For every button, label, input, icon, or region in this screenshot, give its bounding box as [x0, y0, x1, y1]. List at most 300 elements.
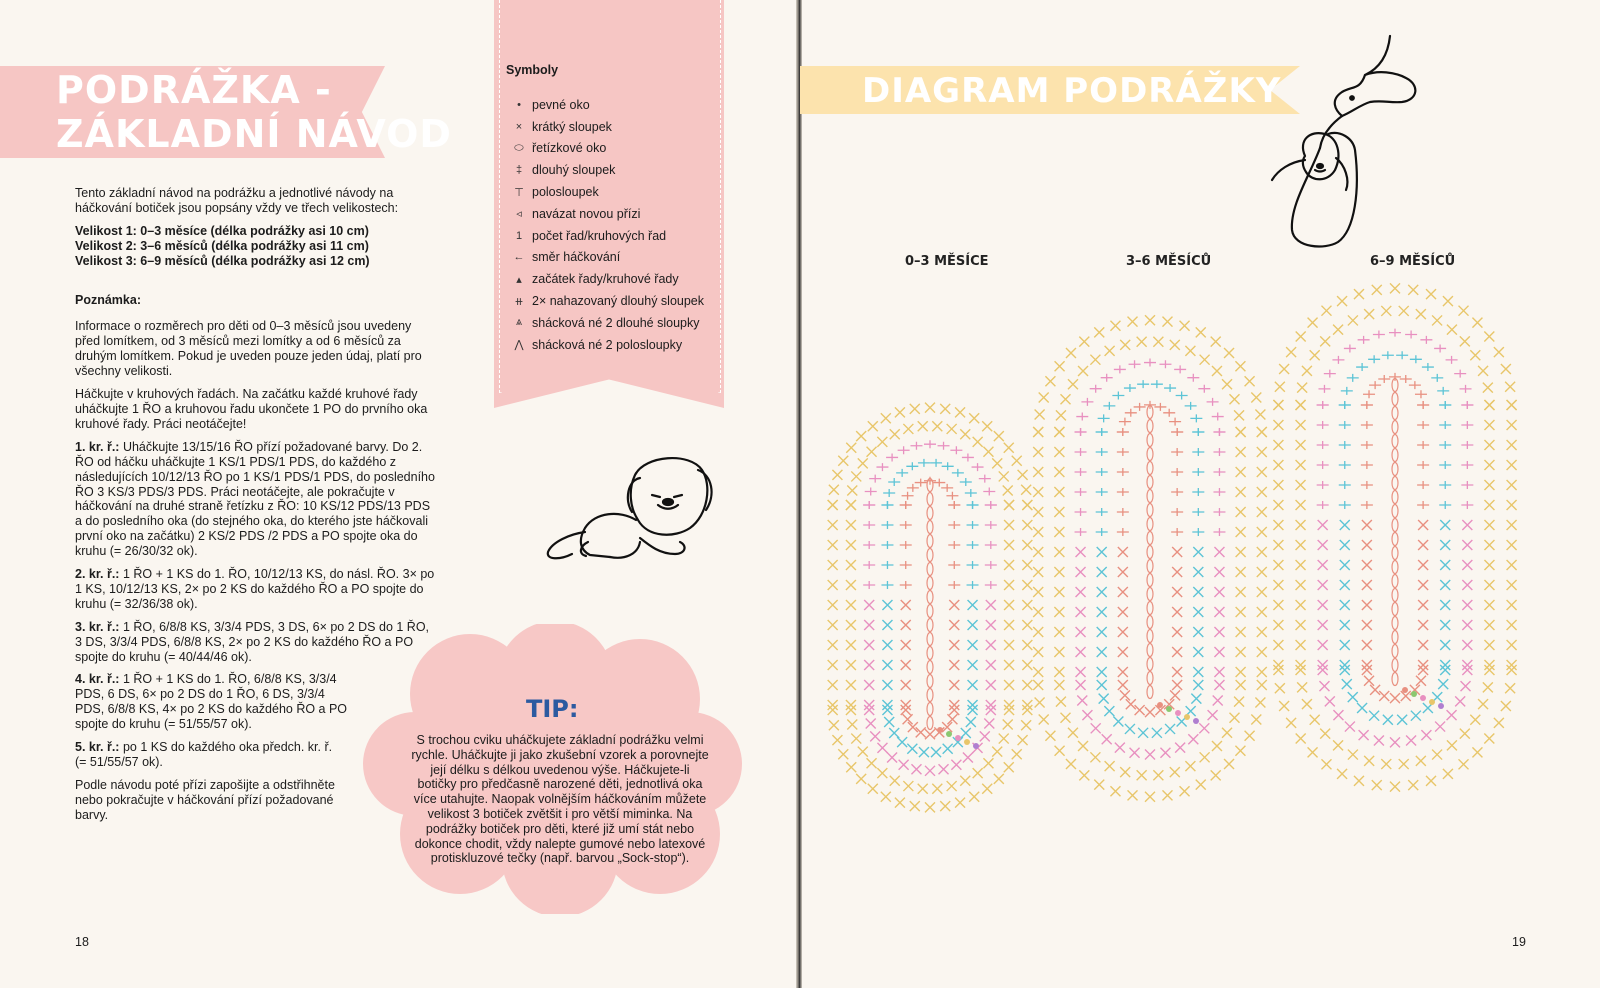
- stitch-mark: [1213, 695, 1223, 705]
- stitch-mark: [1426, 289, 1436, 299]
- stitch-mark: [968, 640, 978, 650]
- stitch-mark: [1257, 467, 1267, 477]
- stitch-mark: [1061, 394, 1071, 404]
- stitch-mark: [969, 413, 979, 423]
- stitch-mark: [1286, 718, 1296, 728]
- stitch-mark: [955, 798, 965, 808]
- stitch-mark: [1075, 508, 1087, 516]
- chain-stitch: [1392, 407, 1398, 420]
- stitch-mark: [1255, 410, 1265, 420]
- stitch-mark: [890, 776, 900, 786]
- round-1: [75, 440, 435, 559]
- stitch-mark: [1460, 336, 1470, 346]
- stitch-mark: [1296, 500, 1306, 510]
- stitch-mark: [1459, 306, 1469, 316]
- stitch-mark: [881, 541, 893, 549]
- stitch-mark: [1079, 770, 1089, 780]
- stitch-mark: [985, 501, 997, 509]
- stitch-mark: [864, 620, 874, 630]
- stitch-mark: [1472, 747, 1482, 757]
- stitch-mark: [1075, 468, 1087, 476]
- stitch-mark: [1125, 409, 1137, 417]
- stitch-mark: [881, 561, 893, 569]
- stitch-mark: [1171, 528, 1183, 536]
- chain-stitch: [1392, 631, 1398, 644]
- stitch-mark: [1211, 770, 1221, 780]
- row-marker-dot: [973, 743, 979, 749]
- stitch-mark: [1435, 722, 1445, 732]
- stitch-mark: [1406, 736, 1416, 746]
- stitch-mark: [973, 437, 983, 447]
- stitch-mark: [1192, 468, 1204, 476]
- stitch-mark: [1399, 306, 1409, 316]
- stitch-mark: [1120, 690, 1130, 700]
- stitch-mark: [1484, 665, 1494, 675]
- stitch-mark: [986, 660, 996, 670]
- stitch-mark: [1076, 680, 1086, 690]
- stitch-mark: [1076, 413, 1088, 421]
- stitch-mark: [1236, 607, 1246, 617]
- stitch-mark: [1362, 600, 1372, 610]
- stitch-mark: [1273, 520, 1283, 530]
- symbol-row: [506, 334, 721, 356]
- stitch-mark: [1054, 587, 1064, 597]
- stitch-mark: [864, 680, 874, 690]
- stitch-mark: [1144, 401, 1156, 409]
- stitch-mark: [1137, 770, 1147, 780]
- stitch-mark: [828, 580, 838, 590]
- stitch-mark: [1296, 640, 1306, 650]
- stitch-mark: [1296, 460, 1306, 470]
- stitch-mark: [955, 407, 965, 417]
- stitch-mark: [1438, 679, 1448, 689]
- chain-stitch: [927, 577, 933, 590]
- stitch-mark: [1213, 488, 1225, 496]
- stitch-mark: [1321, 759, 1331, 769]
- stitch-mark: [1416, 756, 1426, 766]
- stitch-mark: [1418, 560, 1428, 570]
- stitch-mark: [1347, 374, 1359, 382]
- stitch-mark: [856, 774, 866, 784]
- stitch-mark: [1341, 387, 1353, 395]
- stitch-mark: [931, 747, 941, 757]
- stitch-mark: [1192, 508, 1204, 516]
- stitch-mark: [1408, 285, 1418, 295]
- stitch-mark: [933, 479, 945, 487]
- chain-stitch: [1392, 673, 1398, 686]
- stitch-mark: [1159, 360, 1171, 368]
- stitch-mark: [1171, 508, 1183, 516]
- stitch-mark: [1117, 428, 1129, 436]
- stitch-mark: [1022, 520, 1032, 530]
- stitch-mark: [1145, 749, 1155, 759]
- stitch-mark: [968, 700, 978, 710]
- stitch-mark: [985, 521, 997, 529]
- symbol-row: [506, 138, 721, 160]
- stitch-mark: [1273, 620, 1283, 630]
- stitch-mark: [1114, 365, 1126, 373]
- stitch-mark: [1193, 680, 1203, 690]
- stitch-mark: [1345, 722, 1355, 732]
- stitch-mark: [925, 802, 935, 812]
- stitch-mark: [1099, 694, 1109, 704]
- stitch-mark: [828, 500, 838, 510]
- stitch-mark: [965, 489, 977, 497]
- stitch-mark: [1003, 720, 1013, 730]
- stitch-mark: [846, 500, 856, 510]
- stitch-mark: [1191, 694, 1201, 704]
- stitch-mark: [1370, 685, 1380, 695]
- stitch-mark: [882, 680, 892, 690]
- stitch-mark: [1296, 600, 1306, 610]
- stitch-mark: [918, 784, 928, 794]
- stitch-mark: [1075, 448, 1087, 456]
- stitch-mark: [1446, 356, 1458, 364]
- stitch-mark: [1279, 364, 1289, 374]
- stitch-mark: [1382, 351, 1394, 359]
- stitch-mark: [1211, 337, 1221, 347]
- stitch-mark: [1273, 480, 1283, 490]
- stitch-mark: [1484, 331, 1494, 341]
- stitch-mark: [1214, 607, 1224, 617]
- stitch-mark: [1171, 428, 1183, 436]
- stitch-mark: [1417, 501, 1429, 509]
- stitch-mark: [1033, 680, 1043, 690]
- stitch-mark: [1054, 447, 1064, 457]
- chain-stitch: [1392, 505, 1398, 518]
- stitch-mark: [910, 801, 920, 811]
- stitch-mark: [967, 501, 979, 509]
- symbol-label: pevné oko: [532, 97, 590, 112]
- stitch-mark: [1461, 461, 1473, 469]
- stitch-mark: [1236, 567, 1246, 577]
- stitch-mark: [1193, 667, 1203, 677]
- stitch-mark: [1174, 365, 1186, 373]
- stitch-mark: [985, 541, 997, 549]
- stitch-mark: [1362, 520, 1372, 530]
- stitch-mark: [925, 403, 935, 413]
- stitch-mark: [1358, 336, 1370, 344]
- stitch-mark: [1362, 665, 1372, 675]
- stitch-mark: [828, 700, 838, 710]
- stitch-mark: [924, 440, 936, 448]
- chain-stitch: [1147, 686, 1153, 699]
- page-title-right: DIAGRAM PODRÁŽKY: [862, 71, 1282, 111]
- stitch-mark: [1507, 480, 1517, 490]
- stitch-mark: [1418, 520, 1428, 530]
- stitch-mark: [947, 424, 957, 434]
- stitch-mark: [1170, 340, 1180, 350]
- stitch-mark: [946, 492, 958, 500]
- stitch-mark: [884, 717, 894, 727]
- stitch-mark: [1078, 741, 1088, 751]
- stitch-mark: [1054, 667, 1064, 677]
- stitch-mark: [1257, 667, 1267, 677]
- stitch-mark: [1236, 587, 1246, 597]
- stitch-mark: [1437, 387, 1449, 395]
- stitch-mark: [1004, 580, 1014, 590]
- stitch-mark: [1117, 488, 1129, 496]
- stitch-mark: [1275, 382, 1285, 392]
- stitch-mark: [949, 705, 959, 715]
- stitch-mark: [1134, 403, 1146, 411]
- stitch-mark: [1396, 351, 1408, 359]
- stitch-mark: [847, 720, 857, 730]
- stitch-mark: [1236, 527, 1246, 537]
- symbol-row: [506, 203, 721, 225]
- stitch-mark: [1257, 427, 1267, 437]
- stitch-mark: [856, 431, 866, 441]
- stitch-mark: [1484, 440, 1494, 450]
- stitch-mark: [1461, 501, 1473, 509]
- stitch-mark: [1163, 409, 1175, 417]
- stitch-mark: [1507, 520, 1517, 530]
- stitch-mark: [1286, 347, 1296, 357]
- stitch-mark: [1308, 747, 1318, 757]
- stitch-mark: [1012, 456, 1022, 466]
- stitch-mark: [863, 581, 875, 589]
- stitch-mark: [1440, 580, 1450, 590]
- stitch-mark: [969, 792, 979, 802]
- stitch-mark: [1128, 790, 1138, 800]
- stitch-mark: [1192, 448, 1204, 456]
- stitch-mark: [960, 776, 970, 786]
- stitch-mark: [985, 561, 997, 569]
- stitch-mark: [1172, 607, 1182, 617]
- stitch-mark: [1251, 715, 1261, 725]
- row-marker-dot: [1193, 718, 1199, 724]
- symbol-row: [506, 181, 721, 203]
- stitch-mark: [1462, 580, 1472, 590]
- stitch-mark: [1236, 547, 1246, 557]
- stitch-mark: [950, 446, 962, 454]
- stitch-mark: [1447, 325, 1457, 335]
- chain-stitch: [927, 605, 933, 618]
- stitch-mark: [899, 760, 909, 770]
- stitch-mark: [1405, 330, 1417, 338]
- stitch-mark: [1082, 710, 1092, 720]
- stitch-mark: [1447, 740, 1457, 750]
- stitch-mark: [1484, 500, 1494, 510]
- stitch-mark: [1236, 467, 1246, 477]
- chain-stitch: [927, 535, 933, 548]
- stitch-mark: [1152, 728, 1162, 738]
- stitch-mark: [968, 660, 978, 670]
- note-heading: Poznámka:: [75, 292, 141, 307]
- stitch-mark: [960, 478, 972, 486]
- stitch-mark: [1408, 780, 1418, 790]
- stitch-mark: [863, 561, 875, 569]
- stitch-mark: [1461, 481, 1473, 489]
- stitch-mark: [1432, 315, 1442, 325]
- stitch-mark: [1296, 480, 1306, 490]
- stitch-mark: [1296, 660, 1306, 670]
- chain-stitch: [927, 619, 933, 632]
- symbol-label: krátký sloupek: [532, 119, 612, 134]
- stitch-mark: [1165, 724, 1175, 734]
- stitch-mark: [948, 581, 960, 589]
- stitch-mark: [895, 798, 905, 808]
- stitch-mark: [1337, 296, 1347, 306]
- stitch-mark: [851, 471, 861, 481]
- stitch-mark: [1390, 782, 1400, 792]
- chain-stitch: [1392, 659, 1398, 672]
- stitch-mark: [1105, 761, 1115, 771]
- stitch-mark: [1470, 350, 1480, 360]
- stitch-mark: [1164, 384, 1176, 392]
- stitch-mark: [907, 744, 917, 754]
- stitch-mark: [901, 660, 911, 670]
- stitch-mark: [982, 784, 992, 794]
- stitch-mark: [1339, 501, 1351, 509]
- stitch-mark: [967, 561, 979, 569]
- chain-stitch: [1147, 504, 1153, 517]
- stitch-mark: [1236, 507, 1246, 517]
- symbol-label: polosloupek: [532, 185, 599, 200]
- stitch-mark: [1507, 660, 1517, 670]
- stitch-mark: [1501, 701, 1511, 711]
- stitch-mark: [983, 758, 993, 768]
- stitch-mark: [1273, 440, 1283, 450]
- stitch-mark: [947, 781, 957, 791]
- stitch-mark: [1214, 667, 1224, 677]
- chain-stitch: [1147, 448, 1153, 461]
- stitch-mark: [992, 747, 1002, 757]
- stitch-mark: [1257, 507, 1267, 517]
- stitch-mark: [1033, 547, 1043, 557]
- stitch-mark: [1273, 560, 1283, 570]
- stitch-mark: [1273, 600, 1283, 610]
- stitch-mark: [960, 429, 970, 439]
- stitch-mark: [1110, 786, 1120, 796]
- stitch-mark: [1075, 488, 1087, 496]
- stitch-mark: [1153, 770, 1163, 780]
- stitch-mark: [1185, 346, 1195, 356]
- stitch-mark: [1097, 647, 1107, 657]
- stitch-mark: [1257, 587, 1267, 597]
- stitch-mark: [1340, 665, 1350, 675]
- chain-stitch: [1392, 435, 1398, 448]
- stitch-mark: [1076, 667, 1086, 677]
- chain-stitch: [1147, 420, 1153, 433]
- stitch-mark: [882, 640, 892, 650]
- stitch-mark: [1507, 420, 1517, 430]
- stitch-mark: [1022, 705, 1032, 715]
- stitch-mark: [1208, 710, 1218, 720]
- stitch-mark: [1125, 724, 1135, 734]
- chain-stitch: [1147, 630, 1153, 643]
- stitch-mark: [1415, 390, 1427, 398]
- stitch-mark: [1273, 540, 1283, 550]
- stitch-mark: [1421, 730, 1431, 740]
- stitch-mark: [1318, 600, 1328, 610]
- stitch-mark: [1128, 317, 1138, 327]
- stitch-mark: [1462, 660, 1472, 670]
- chain-stitch: [1392, 393, 1398, 406]
- round-label: 5. kr. ř.:: [75, 740, 120, 755]
- stitch-mark: [1507, 665, 1517, 675]
- stitch-mark: [1004, 640, 1014, 650]
- stitch-mark: [994, 774, 1004, 784]
- stitch-mark: [1484, 640, 1494, 650]
- stitch-mark: [1439, 421, 1451, 429]
- stitch-mark: [1418, 665, 1428, 675]
- chain-stitch: [927, 675, 933, 688]
- stitch-mark: [1245, 376, 1255, 386]
- stitch-mark: [1454, 370, 1466, 378]
- stitch-mark: [882, 620, 892, 630]
- stitch-mark: [882, 700, 892, 710]
- stitch-mark: [1354, 776, 1364, 786]
- stitch-mark: [1022, 680, 1032, 690]
- stitch-mark: [1273, 640, 1283, 650]
- chain-stitch: [927, 493, 933, 506]
- page-number-left: 18: [75, 935, 89, 949]
- stitch-mark: [1340, 540, 1350, 550]
- stitch-mark: [1118, 627, 1128, 637]
- stitch-mark: [1097, 680, 1107, 690]
- stitch-mark: [986, 620, 996, 630]
- stitch-mark: [1470, 715, 1480, 725]
- number-icon: 1: [515, 229, 523, 242]
- stitch-mark: [888, 478, 900, 486]
- stitch-mark: [881, 521, 893, 529]
- stitch-mark: [1439, 441, 1451, 449]
- stitch-mark: [869, 475, 881, 483]
- stitch-mark: [918, 459, 930, 467]
- stitch-mark: [1372, 285, 1382, 295]
- stitch-mark: [877, 743, 887, 753]
- stitch-mark: [1363, 390, 1375, 398]
- chain-stitch: [1147, 490, 1153, 503]
- stitch-mark: [1257, 647, 1267, 657]
- stitch-mark: [984, 719, 994, 729]
- stitch-mark: [864, 660, 874, 670]
- chain-stitch: [1147, 672, 1153, 685]
- stitch-mark: [1362, 640, 1372, 650]
- stitch-mark: [1359, 730, 1369, 740]
- stitch-mark: [877, 768, 887, 778]
- round-label: 3. kr. ř.:: [75, 619, 120, 634]
- stitch-mark: [1135, 705, 1145, 715]
- stitch-mark: [1484, 540, 1494, 550]
- stitch-mark: [1033, 487, 1043, 497]
- crochet-diagrams: [800, 270, 1560, 830]
- stitch-mark: [1484, 480, 1494, 490]
- stitch-mark: [1461, 421, 1473, 429]
- stitch-mark: [881, 501, 893, 509]
- stitch-mark: [1117, 468, 1129, 476]
- stitch-mark: [887, 753, 897, 763]
- stitch-mark: [1054, 507, 1064, 517]
- symbols-title: Symboly: [506, 63, 559, 77]
- stitch-mark: [1022, 640, 1032, 650]
- stitch-mark: [1185, 761, 1195, 771]
- stitch-mark: [918, 421, 928, 431]
- stitch-mark: [1483, 682, 1493, 692]
- row-marker-dot: [955, 735, 961, 741]
- rounds-intro: Háčkujte v kruhových řadách. Na začátku každé kruhové řady uháčkujte 1 ŘO a kruhovou řadu ukončete 1 PO do prvního oka kruhové řady. Práci neotáčejte!: [75, 387, 428, 431]
- stitch-mark: [1344, 344, 1356, 352]
- symbol-label: dlouhý sloupek: [532, 163, 616, 178]
- stitch-mark: [1068, 379, 1078, 389]
- stitch-mark: [846, 762, 856, 772]
- stitch-mark: [1033, 527, 1043, 537]
- stitch-mark: [1339, 401, 1351, 409]
- stitch-mark: [1120, 340, 1130, 350]
- stitch-mark: [963, 753, 973, 763]
- stitch-mark: [1275, 683, 1285, 693]
